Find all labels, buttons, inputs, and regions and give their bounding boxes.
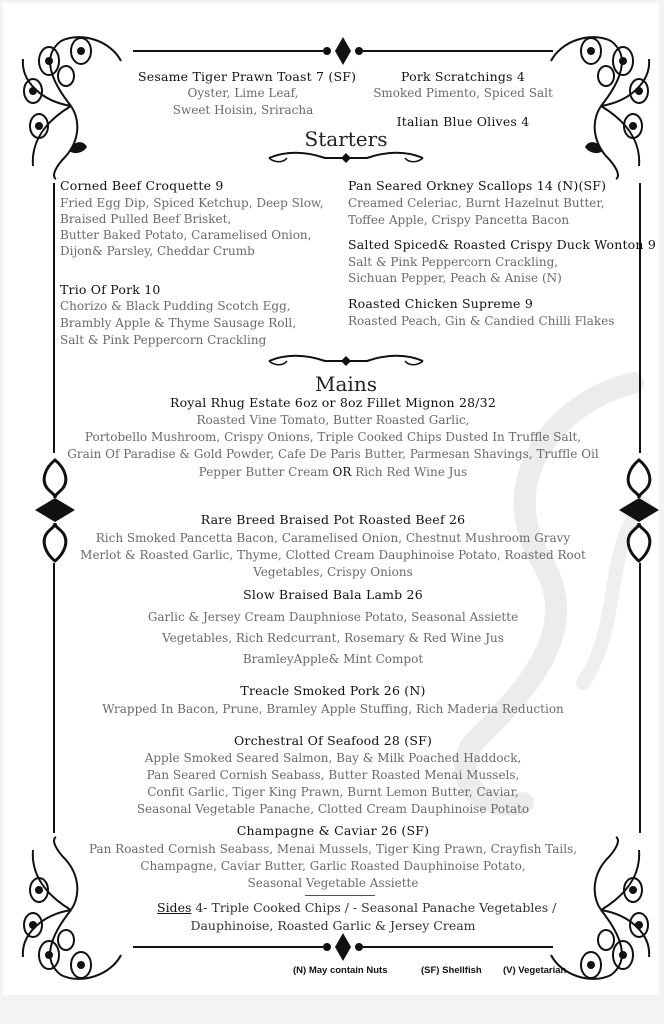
top-right-item-name: Pork Scratchings 4 xyxy=(400,69,525,84)
main-name: Rare Breed Braised Pot Roasted Beef 26 xyxy=(200,512,466,527)
main-desc: Seasonal Vegetable Panache, Clotted Cream Dauphinoise Potato xyxy=(136,802,530,816)
main-desc: Confit Garlic, Tiger King Prawn, Burnt Lemon Butter, Caviar, xyxy=(147,785,519,799)
main-desc: Grain Of Paradise & Gold Powder, Cafe De Paris Butter, Parmesan Shavings, Truffle Oil xyxy=(67,447,599,461)
starter-desc: Braised Pulled Beef Brisket, xyxy=(60,212,232,226)
starter-desc: Roasted Peach, Gin & Candied Chilli Flakes xyxy=(348,314,615,328)
starter-name: Corned Beef Croquette 9 xyxy=(60,178,224,193)
starter-desc: Fried Egg Dip, Spiced Ketchup, Deep Slow, xyxy=(60,196,324,210)
starter-desc: Salt & Pink Peppercorn Crackling, xyxy=(348,255,559,269)
starter-desc: Dijon& Parsley, Cheddar Crumb xyxy=(60,244,255,258)
starters-flourish xyxy=(265,149,427,167)
main-desc: Rich Smoked Pancetta Bacon, Caramelised Onion, Chestnut Mushroom Gravy xyxy=(95,531,571,545)
menu-page xyxy=(3,3,659,995)
sides-line-2: Dauphinoise, Roasted Garlic & Jersey Cream xyxy=(190,918,476,933)
main-desc: Merlot & Roasted Garlic, Thyme, Clotted Cream Dauphinoise Potato, Roasted Root xyxy=(80,548,586,562)
mains-flourish xyxy=(265,352,427,370)
or-text: OR xyxy=(332,465,352,479)
starter-desc: Chorizo & Black Pudding Scotch Egg, xyxy=(60,299,291,313)
starter-desc: Brambly Apple & Thyme Sausage Roll, xyxy=(60,316,297,330)
top-item-desc-2: Sweet Hoisin, Sriracha xyxy=(172,103,314,117)
starter-desc: Salt & Pink Peppercorn Crackling xyxy=(60,333,267,347)
starter-desc: Butter Baked Potato, Caramelised Onion, xyxy=(60,228,312,242)
bottom-rule-left xyxy=(133,946,323,948)
main-desc: Wrapped In Bacon, Prune, Bramley Apple Stuffing, Rich Maderia Reduction xyxy=(102,702,564,716)
peacock-top-right-icon xyxy=(543,31,659,181)
top-item-name: Sesame Tiger Prawn Toast 7 (SF) xyxy=(138,69,357,84)
bottom-rule-right xyxy=(363,946,553,948)
legend-shellfish: (SF) Shellfish xyxy=(421,965,482,976)
top-rule-left xyxy=(133,50,323,52)
sides-items: 4- Triple Cooked Chips / - Seasonal Panache Vegetables / xyxy=(191,900,557,915)
main-desc: Vegetables, Rich Redcurrant, Rosemary & Red Wine Jus xyxy=(162,631,504,645)
bottom-diamond-ornament xyxy=(321,933,365,961)
top-item-desc-1: Oyster, Lime Leaf, xyxy=(187,86,299,100)
sides-divider xyxy=(305,895,375,896)
top-rule-right xyxy=(363,50,553,52)
starter-name: Salted Spiced& Roasted Crispy Duck Wonton 9 xyxy=(348,237,656,252)
starters-heading: Starters xyxy=(304,127,388,151)
main-desc: BramleyApple& Mint Compot xyxy=(242,652,424,666)
main-desc: Pan Roasted Cornish Seabass, Menai Mussels, Tiger King Prawn, Crayfish Tails, xyxy=(88,842,578,856)
sides-label: Sides xyxy=(157,900,192,915)
top-right-item-desc: Smoked Pimento, Spiced Salt xyxy=(373,86,553,100)
main-desc: Apple Smoked Seared Salmon, Bay & Milk Poached Haddock, xyxy=(144,751,522,765)
main-name: Slow Braised Bala Lamb 26 xyxy=(243,587,423,602)
legend-vegetarian: (V) Vegetarian xyxy=(503,965,567,976)
left-rule-lower xyxy=(53,563,55,833)
main-desc: Roasted Vine Tomato, Butter Roasted Garlic, xyxy=(196,413,470,427)
main-desc: Pan Seared Cornish Seabass, Butter Roasted Menai Mussels, xyxy=(146,768,520,782)
main-name: Royal Rhug Estate 6oz or 8oz Fillet Mignon 28/32 xyxy=(170,395,496,410)
main-desc: Champagne, Caviar Butter, Garlic Roasted Dauphinoise Potato, xyxy=(140,859,526,873)
top-right-item-2-name: Italian Blue Olives 4 xyxy=(396,114,530,129)
mains-heading: Mains xyxy=(315,372,377,396)
main-name: Champagne & Caviar 26 (SF) xyxy=(236,823,430,838)
starter-name: Roasted Chicken Supreme 9 xyxy=(348,296,533,311)
top-diamond-ornament xyxy=(321,37,365,65)
main-name: Orchestral Of Seafood 28 (SF) xyxy=(233,733,433,748)
main-desc-last xyxy=(63,464,603,481)
left-rule-upper xyxy=(53,183,55,453)
main-desc: Seasonal Vegetable Assiette xyxy=(247,876,419,890)
right-side-ornament xyxy=(615,458,659,563)
starter-name: Trio Of Pork 10 xyxy=(60,282,161,297)
starter-desc: Creamed Celeriac, Burnt Hazelnut Butter, xyxy=(348,196,605,210)
main-name: Treacle Smoked Pork 26 (N) xyxy=(240,683,426,698)
main-desc: Portobello Mushroom, Crispy Onions, Triple Cooked Chips Dusted In Truffle Salt, xyxy=(84,430,582,444)
sides-line xyxy=(157,900,556,915)
main-desc: Vegetables, Crispy Onions xyxy=(253,565,413,579)
main-desc: Garlic & Jersey Cream Dauphniose Potato, Seasonal Assiette xyxy=(147,610,519,624)
peacock-top-left-icon xyxy=(11,31,129,181)
starter-desc: Toffee Apple, Crispy Pancetta Bacon xyxy=(348,213,570,227)
starter-desc: Sichuan Pepper, Peach & Anise (N) xyxy=(348,271,562,285)
main-desc-part: Pepper Butter Cream xyxy=(198,465,333,479)
starter-name: Pan Seared Orkney Scallops 14 (N)(SF) xyxy=(348,178,607,193)
legend-nuts: (N) May contain Nuts xyxy=(293,965,388,976)
right-rule-upper xyxy=(639,183,641,453)
right-rule-lower xyxy=(639,563,641,833)
main-desc-part: Rich Red Wine Jus xyxy=(351,465,468,479)
